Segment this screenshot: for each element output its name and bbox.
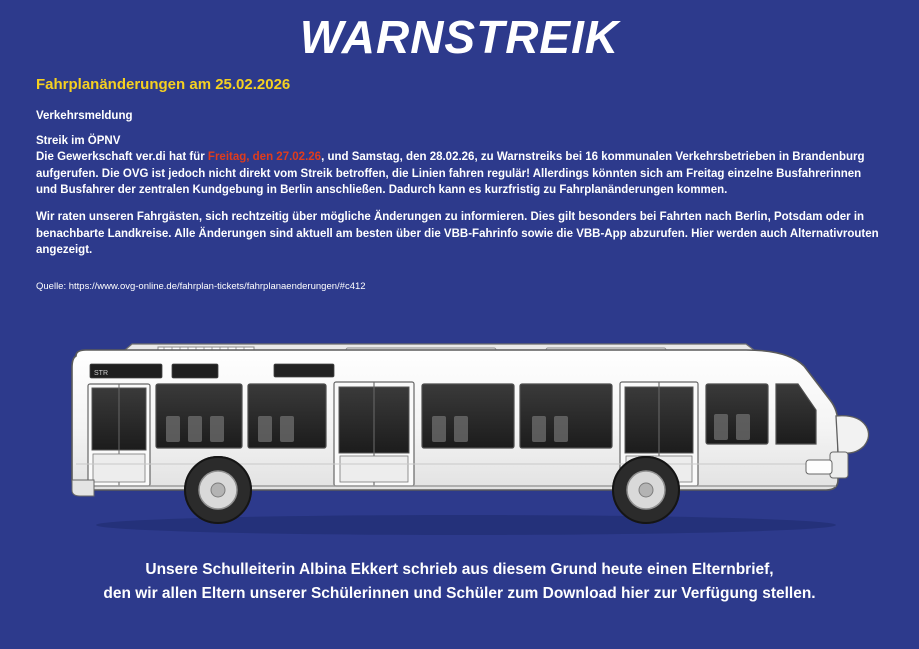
- paragraph-1-title: Streik im ÖPNV: [36, 135, 121, 147]
- footer-line-2: den wir allen Eltern unserer Schülerinnen und Schüler zum Download hier zur Verfügung stellen.: [103, 585, 816, 603]
- subtitle-date: Fahrplanänderungen am 25.02.2026: [36, 76, 291, 93]
- paragraph-1-part1: Die Gewerkschaft ver.di hat für: [36, 151, 208, 164]
- page-title: WARNSTREIK: [299, 11, 620, 63]
- svg-text:STR: STR: [94, 370, 108, 377]
- footer-text: [0, 558, 919, 606]
- source-line: Quelle: https://www.ovg-online.de/fahrplan-tickets/fahrplanaenderungen/#c412: [36, 281, 366, 292]
- paragraph-1-highlight: Freitag, den 27.02.26: [207, 151, 322, 164]
- bus-illustration: [46, 304, 876, 549]
- paragraph-1: [36, 149, 884, 198]
- notice-label: Verkehrsmeldung: [36, 110, 133, 122]
- notice-body: [36, 110, 884, 269]
- footer-line-1: Unsere Schulleiterin Albina Ekkert schrieb aus diesem Grund heute einen Elternbrief,: [145, 561, 774, 578]
- paragraph-1-part2: , und Samstag, den 28.02.26, zu Warnstreiks bei 16 kommunalen Verkehrsbetrieben in Brandenburg aufgerufen. Die OVG ist jedoch nicht direkt vom Streik betroffen, die Linien fahren regulär! Allerdings könnten sich am Freitag einzelne Busfahrerinnen und Busfahrer der zentralen Kundgebung in Berlin anschließen. Dadurch kann es kurzfristig zu Fahrplanänderungen kommen.: [36, 151, 865, 196]
- paragraph-2: Wir raten unseren Fahrgästen, sich rechtzeitig über mögliche Änderungen zu informieren. Dies gilt besonders bei Fahrten nach Berlin, Potsdam oder in benachbarte Landkreise. Alle Änderungen sind aktuell am besten über die VBB-Fahrinfo sowie die VBB-App abzurufen. Hier werden auch Alternativrouten angezeigt.: [36, 211, 879, 256]
